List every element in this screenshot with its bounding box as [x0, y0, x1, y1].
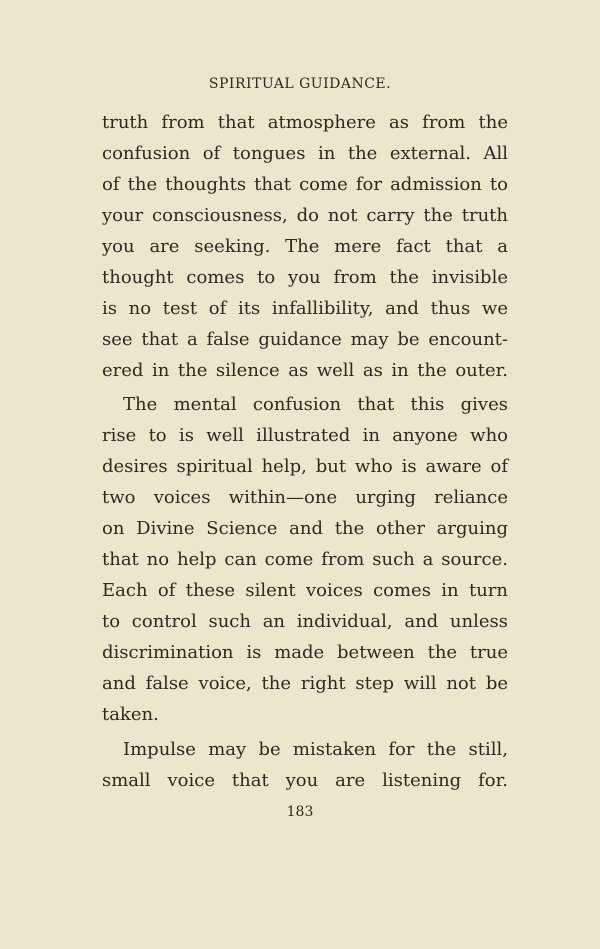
text-line: Impulse may be mistaken for the still,: [123, 739, 508, 760]
text-line: of the thoughts that come for admission to: [102, 174, 508, 195]
text-line: confusion of tongues in the external. All: [102, 143, 508, 164]
text-line: see that a false guidance may be encount-: [102, 329, 508, 350]
text-line: truth from that atmosphere as from the: [102, 112, 508, 133]
text-line: desires spiritual help, but who is aware of: [102, 456, 508, 477]
running-head: SPIRITUAL GUIDANCE.: [208, 76, 392, 92]
text-line: to control such an individual, and unless: [102, 611, 508, 632]
text-line: ered in the silence as well as in the outer.: [102, 360, 508, 381]
text-line: thought comes to you from the invisible: [102, 267, 508, 288]
page-number: 183: [286, 804, 314, 820]
text-line: is no test of its infallibility, and thus we: [102, 298, 508, 319]
text-line: rise to is well illustrated in anyone who: [102, 425, 508, 446]
text-line: and false voice, the right step will not be: [102, 673, 508, 694]
text-line: discrimination is made between the true: [102, 642, 508, 663]
text-line: your consciousness, do not carry the truth: [102, 205, 508, 226]
text-line: small voice that you are listening for.: [102, 770, 508, 791]
text-line: on Divine Science and the other arguing: [102, 518, 508, 539]
text-line: taken.: [102, 704, 159, 725]
text-line: that no help can come from such a source.: [102, 549, 508, 570]
text-line: you are seeking. The mere fact that a: [102, 236, 508, 257]
text-line: The mental confusion that this gives: [123, 394, 508, 415]
text-line: Each of these silent voices comes in turn: [102, 580, 508, 601]
text-line: two voices within—one urging reliance: [102, 487, 508, 508]
